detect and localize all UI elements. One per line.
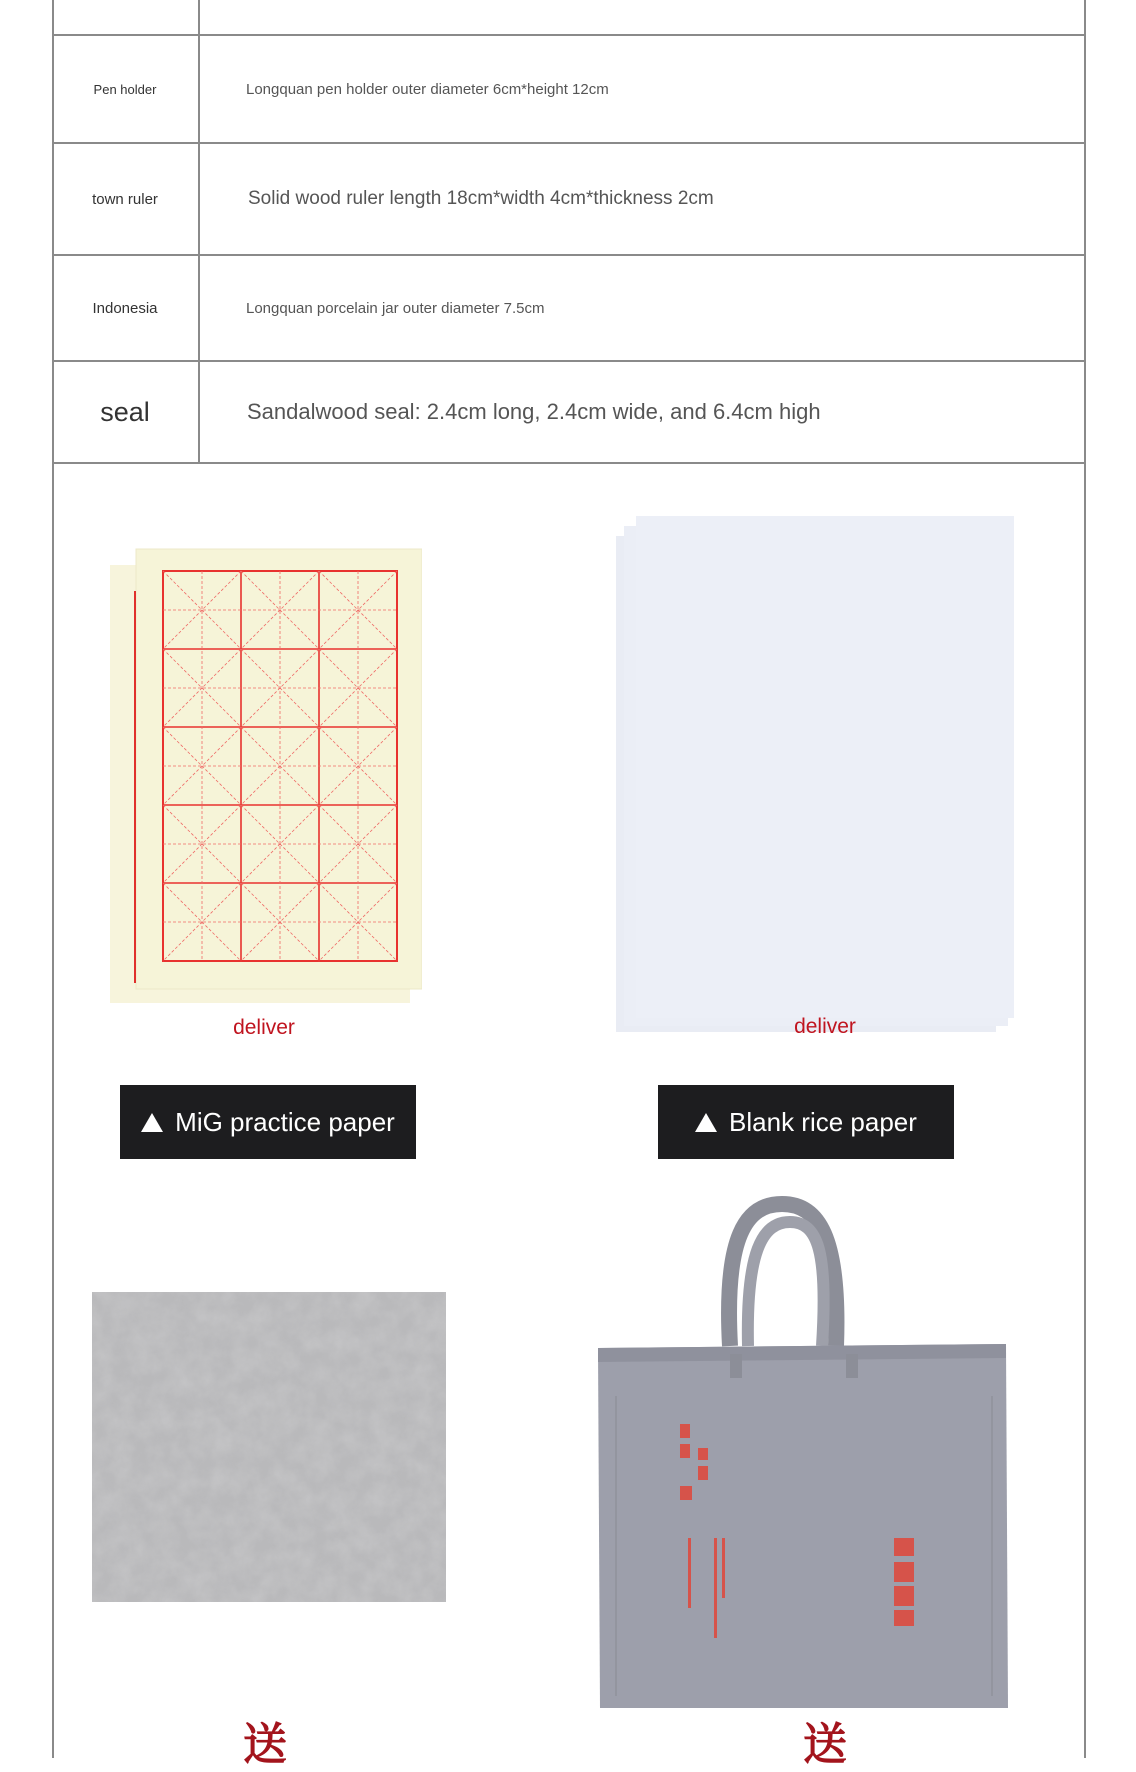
table-row <box>52 144 1086 256</box>
deliver-tag: deliver <box>233 1016 295 1039</box>
spec-value: Sandalwood seal: 2.4cm long, 2.4cm wide, and 6.4cm high <box>247 399 821 424</box>
spec-value: Longquan pen holder outer diameter 6cm*height 12cm <box>246 80 609 98</box>
seal-stamp-mark: 送 <box>243 1719 287 1770</box>
table-row <box>52 256 1086 362</box>
spec-label: Indonesia <box>52 256 200 360</box>
spec-value: Longquan porcelain jar outer diameter 7.5cm <box>246 299 545 317</box>
table-row <box>52 362 1086 464</box>
felt-pad-image <box>92 1292 446 1602</box>
deliver-tag: deliver <box>794 1015 856 1038</box>
seal-stamp-mark: 送 <box>803 1719 847 1770</box>
label-cell <box>52 0 200 34</box>
triangle-up-icon <box>141 1113 163 1132</box>
tote-bag-image <box>596 1196 1010 1716</box>
caption-blank-rice-paper <box>658 1085 954 1159</box>
caption-label: MiG practice paper <box>175 1106 395 1137</box>
triangle-up-icon <box>695 1113 717 1132</box>
table-row <box>52 36 1086 144</box>
caption-label: Blank rice paper <box>729 1106 917 1137</box>
caption-mig-practice-paper <box>120 1085 416 1159</box>
spec-label: seal <box>52 362 200 462</box>
table-row-top <box>52 0 1086 36</box>
mig-practice-paper-image <box>106 545 422 1007</box>
spec-value: Solid wood ruler length 18cm*width 4cm*thickness 2cm <box>248 188 714 209</box>
spec-label: town ruler <box>52 144 200 254</box>
spec-label: Pen holder <box>52 36 200 142</box>
blank-rice-paper-image <box>614 514 1018 1038</box>
